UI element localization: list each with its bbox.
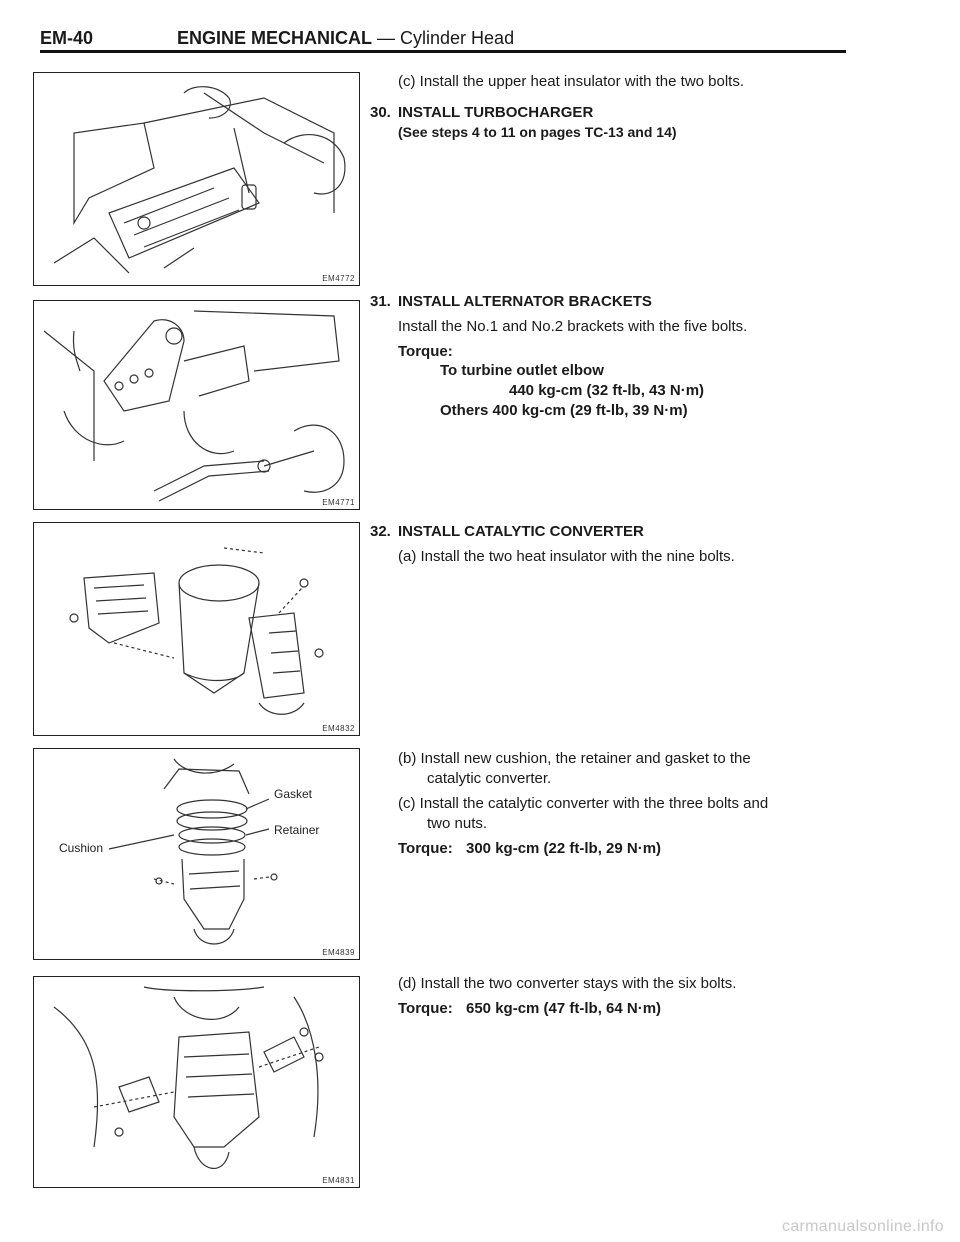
page-header [40,24,846,54]
engine-illustration-2 [34,301,359,509]
step-31-body: Install the No.1 and No.2 brackets with the five bolts. [398,318,748,335]
step-30-title: INSTALL TURBOCHARGER [398,104,594,121]
figure-alternator-brackets [33,300,360,510]
figure-converter-stays [33,976,360,1188]
step-32d-torque-label: Torque: [398,1000,453,1017]
step-32c-torque-value: 300 kg-cm (22 ft-lb, 29 N·m) [466,840,662,857]
engine-illustration-1 [34,73,359,285]
page-number: EM-40 [40,28,94,48]
figure-code: EM4839 [322,948,355,957]
step-31-title: INSTALL ALTERNATOR BRACKETS [398,293,652,310]
section-title-bold: ENGINE MECHANICAL [177,28,373,48]
step-31-torque-line1: To turbine outlet elbow [440,362,604,379]
step-31-torque-line3: Others 400 kg-cm (29 ft-lb, 39 N·m) [440,402,688,419]
figure-code: EM4772 [322,274,355,283]
step-32d-torque-value: 650 kg-cm (47 ft-lb, 64 N·m) [466,1000,662,1017]
step-32d-text: (d) Install the two converter stays with the six bolts. [398,975,737,992]
step-32c-line2: two nuts. [427,815,488,832]
step-32-number: 32. [370,523,391,540]
section-title-rest: — Cylinder Head [372,28,515,48]
step-32-title: INSTALL CATALYTIC CONVERTER [398,523,644,540]
step-32c-line1: (c) Install the catalytic converter with the three bolts and [398,795,769,812]
retainer-label: Retainer [274,823,320,837]
converter-exploded-illustration [34,523,359,735]
figure-cushion-retainer-gasket [33,748,360,960]
step-30-number: 30. [370,104,391,121]
step-31-torque-line2: 440 kg-cm (32 ft-lb, 43 N·m) [509,382,705,399]
figure-code: EM4832 [322,724,355,733]
figure-code: EM4771 [322,498,355,507]
step-31-number: 31. [370,293,391,310]
watermark[interactable]: carmanualsonline.info [782,1218,944,1235]
step-32a-text: (a) Install the two heat insulator with the nine bolts. [398,548,735,565]
step-29c-text: (c) Install the upper heat insulator with the two bolts. [398,73,745,90]
figure-heat-insulators [33,522,360,736]
step-32b-line2: catalytic converter. [427,770,552,787]
figure-code: EM4831 [322,1176,355,1185]
step-31-torque-label: Torque: [398,343,453,360]
step-32c-torque-label: Torque: [398,840,453,857]
step-32b-line1: (b) Install new cushion, the retainer and gasket to the [398,750,751,767]
cushion-label: Cushion [59,841,104,855]
figure-upper-heat-insulator [33,72,360,286]
step-30-note: (See steps 4 to 11 on pages TC-13 and 14) [398,124,677,140]
converter-stays-illustration [34,977,359,1187]
header-rule [40,50,846,53]
section-title [177,28,514,49]
gasket-label: Gasket [274,787,313,801]
